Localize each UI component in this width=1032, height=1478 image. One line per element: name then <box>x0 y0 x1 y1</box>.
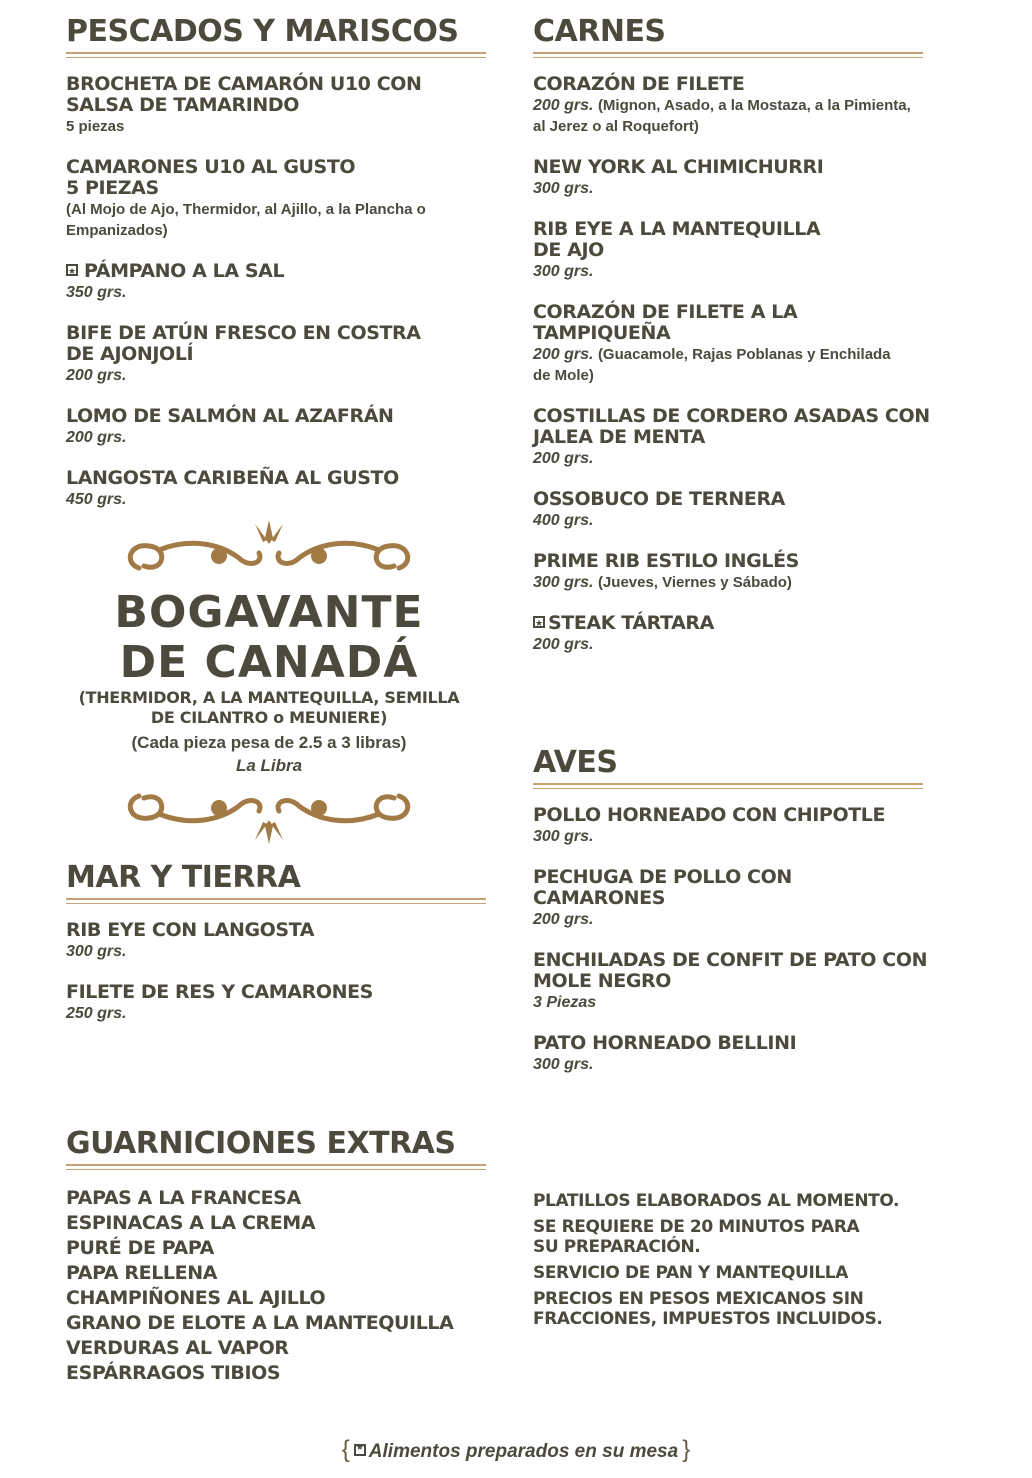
tableside-icon <box>66 264 78 276</box>
side-item: GRANO DE ELOTE A LA MANTEQUILLA <box>66 1312 454 1334</box>
item-name: BROCHETA DE CAMARÓN U10 CON SALSA DE TAMARINDO <box>66 73 422 116</box>
menu-item <box>533 551 1003 593</box>
menu-item <box>66 982 486 1024</box>
note-line: PRECIOS EN PESOS MEXICANOS SIN FRACCIONES, IMPUESTOS INCLUIDOS. <box>533 1289 883 1329</box>
side-item: ESPINACAS A LA CREMA <box>66 1212 316 1234</box>
item-name: STEAK TÁRTARA <box>548 612 714 634</box>
item-detail: 3 Piezas <box>533 994 597 1011</box>
feature-title-line1: BOGAVANTE <box>114 587 424 638</box>
menu-item <box>533 950 1003 1013</box>
item-detail: 300 grs. <box>533 1056 594 1073</box>
item-name: PÁMPANO A LA SAL <box>84 260 285 282</box>
footer-text: Alimentos preparados en su mesa <box>368 1441 679 1462</box>
item-weight: 200 grs. <box>533 346 594 363</box>
feature-note: (Cada pieza pesa de 2.5 a 3 libras) <box>131 733 407 752</box>
item-extra: (Mignon, Asado, a la Mostaza, a la Pimienta, al Jerez o al Roquefort) <box>533 97 911 135</box>
item-extra: (Guacamole, Rajas Poblanas y Enchilada de Mole) <box>533 346 891 384</box>
item-weight: 200 grs. <box>533 636 594 653</box>
menu-item <box>533 157 1003 199</box>
item-weight: 200 grs. <box>533 97 594 114</box>
ornament-bottom <box>119 776 419 846</box>
item-weight: 400 grs. <box>533 512 594 529</box>
note-line: SERVICIO DE PAN Y MANTEQUILLA <box>533 1263 848 1283</box>
menu-item <box>533 219 1003 282</box>
item-extra: (Jueves, Viernes y Sábado) <box>597 574 792 591</box>
item-detail: 450 grs. <box>66 491 127 508</box>
item-name: PATO HORNEADO BELLINI <box>533 1032 797 1054</box>
item-name: POLLO HORNEADO CON CHIPOTLE <box>533 804 886 826</box>
item-name: NEW YORK AL CHIMICHURRI <box>533 156 824 178</box>
menu-item <box>66 920 486 962</box>
menu-item <box>533 613 1003 655</box>
item-name: BIFE DE ATÚN FRESCO EN COSTRA DE AJONJOLÍ <box>66 322 421 365</box>
item-weight: 300 grs. <box>533 263 594 280</box>
note-line: PLATILLOS ELABORADOS AL MOMENTO. <box>533 1191 900 1211</box>
side-item: CHAMPIÑONES AL AJILLO <box>66 1287 326 1309</box>
item-detail: 300 grs. <box>533 828 594 845</box>
menu-item <box>66 157 486 241</box>
menu-item <box>533 1033 1003 1075</box>
menu-item <box>533 302 1003 386</box>
section-rule <box>533 52 923 58</box>
item-weight: 200 grs. <box>533 450 594 467</box>
section-title-carnes: CARNES <box>533 14 666 49</box>
side-item: VERDURAS AL VAPOR <box>66 1337 289 1359</box>
section-title-aves: AVES <box>533 745 618 780</box>
menu-item <box>533 74 1003 137</box>
featured-dish <box>54 518 484 846</box>
menu-item <box>66 406 486 448</box>
menu-item <box>66 74 486 137</box>
item-detail: 200 grs. <box>533 911 594 928</box>
brace-right-icon: } <box>682 1436 691 1463</box>
item-name: PECHUGA DE POLLO CON CAMARONES <box>533 866 792 909</box>
feature-subtitle: (THERMIDOR, A LA MANTEQUILLA, SEMILLA DE CILANTRO o MEUNIERE) <box>78 688 460 727</box>
item-detail: 300 grs. <box>66 943 127 960</box>
item-name: FILETE DE RES Y CAMARONES <box>66 981 373 1003</box>
item-detail: (Al Mojo de Ajo, Thermidor, al Ajillo, a la Plancha o Empanizados) <box>66 201 426 239</box>
item-name: CAMARONES U10 AL GUSTO 5 PIEZAS <box>66 156 356 199</box>
tableside-icon <box>354 1444 366 1456</box>
left-column <box>66 14 486 1386</box>
item-name: OSSOBUCO DE TERNERA <box>533 488 785 510</box>
brace-left-icon: { <box>341 1436 350 1463</box>
item-name: LOMO DE SALMÓN AL AZAFRÁN <box>66 405 394 427</box>
menu-item <box>66 261 486 303</box>
feature-unit: La Libra <box>235 756 303 775</box>
note-line: SE REQUIERE DE 20 MINUTOS PARA SU PREPARACIÓN. <box>533 1217 860 1257</box>
item-name: CORAZÓN DE FILETE <box>533 73 745 95</box>
menu-item <box>533 406 1003 469</box>
item-detail: 200 grs. <box>66 429 127 446</box>
menu-item <box>533 867 1003 930</box>
section-rule <box>66 52 486 58</box>
side-item: PURÉ DE PAPA <box>66 1237 214 1259</box>
item-name: ENCHILADAS DE CONFIT DE PATO CON MOLE NEGRO <box>533 949 928 992</box>
item-weight: 300 grs. <box>533 180 594 197</box>
item-weight: 300 grs. <box>533 574 594 591</box>
item-name: CORAZÓN DE FILETE A LA TAMPIQUEÑA <box>533 301 798 344</box>
item-name: LANGOSTA CARIBEÑA AL GUSTO <box>66 467 399 489</box>
footer-legend <box>0 1436 1032 1464</box>
section-rule <box>66 898 486 904</box>
service-notes <box>533 1191 923 1329</box>
section-rule <box>66 1164 486 1170</box>
feature-title-line2: DE CANADÁ <box>119 637 419 688</box>
item-name: RIB EYE A LA MANTEQUILLA DE AJO <box>533 218 821 261</box>
section-title-guarniciones: GUARNICIONES EXTRAS <box>66 1126 456 1161</box>
menu-item <box>533 489 1003 531</box>
section-rule <box>533 783 923 789</box>
item-detail: 350 grs. <box>66 284 127 301</box>
right-column <box>533 14 1003 1335</box>
ornament-top <box>119 518 419 588</box>
side-item: PAPAS A LA FRANCESA <box>66 1187 301 1209</box>
item-name: PRIME RIB ESTILO INGLÉS <box>533 550 799 572</box>
item-name: COSTILLAS DE CORDERO ASADAS CON JALEA DE MENTA <box>533 405 930 448</box>
item-detail: 250 grs. <box>66 1005 127 1022</box>
sides-list <box>66 1186 486 1386</box>
side-item: PAPA RELLENA <box>66 1262 217 1284</box>
menu-item <box>66 468 486 510</box>
menu-item <box>533 805 1003 847</box>
item-detail: 5 piezas <box>66 118 125 135</box>
item-detail: 200 grs. <box>66 367 127 384</box>
section-title-mar-tierra: MAR Y TIERRA <box>66 860 301 895</box>
section-title-pescados: PESCADOS Y MARISCOS <box>66 14 459 49</box>
tableside-icon <box>533 616 545 628</box>
side-item: ESPÁRRAGOS TIBIOS <box>66 1362 281 1384</box>
menu-item <box>66 323 486 386</box>
item-name: RIB EYE CON LANGOSTA <box>66 919 315 941</box>
